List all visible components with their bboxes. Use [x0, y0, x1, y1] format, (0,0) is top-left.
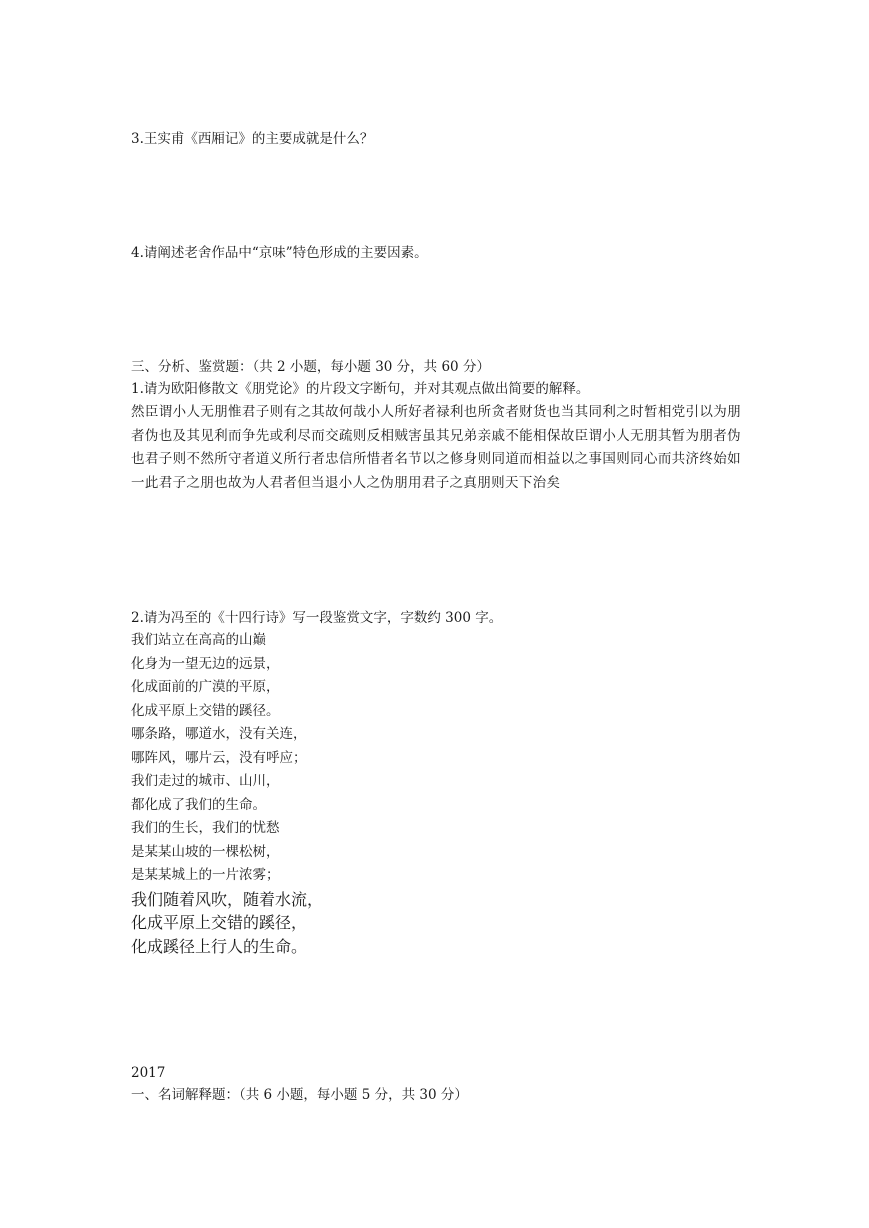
sonnet-poem: [131, 629, 323, 958]
poem-line: 都化成了我们的生命。: [131, 796, 266, 813]
poem-line: 化成面前的广漠的平原，: [131, 679, 280, 695]
pengdanglun-passage: 然臣谓小人无朋惟君子则有之其故何哉小人所好者禄利也所贪者财货也当其同利之时暂相党引以为朋者伪也及其见利而争先或利尽而交疏则反相贼害虽其兄弟亲戚不能相保故臣谓小人无朋其暂为朋者伪也君子则不然所守者道义所行者忠信所惜者名节以之修身则同道而相益以之事国则同心而共济终始如一此君子之朋也故为人君者但当退小人之伪朋用君子之真朋则天下治矣: [131, 404, 741, 491]
poem-line: 化成平原上交错的蹊径。: [131, 702, 280, 719]
poem-line: 是某某城上的一片浓雾；: [131, 867, 280, 883]
poem-line: 哪条路，哪道水，没有关连，: [131, 726, 307, 742]
poem-line: 化成平原上交错的蹊径，: [131, 913, 308, 932]
exam-year: 2017: [131, 1065, 166, 1081]
section-3-question-1-prompt: 1.请为欧阳修散文《朋党论》的片段文字断句，并对其观点做出简要的解释。: [131, 381, 590, 397]
question-4: 4.请阐述老舍作品中“京味”特色形成的主要因素。: [131, 245, 428, 261]
poem-line: 化身为一望无边的远景，: [131, 655, 280, 672]
section-1-heading: 一、名词解释题：（共 6 小题，每小题 5 分，共 30 分）: [131, 1087, 468, 1103]
section-3-heading: 三、分析、鉴赏题：（共 2 小题，每小题 30 分，共 60 分）: [131, 359, 490, 375]
poem-line: 我们走过的城市、山川，: [131, 773, 280, 789]
poem-line: 化成蹊径上行人的生命。: [131, 936, 308, 956]
poem-line: 哪阵风，哪片云，没有呼应；: [131, 749, 307, 766]
poem-line: 我们的生长，我们的忧愁: [131, 820, 280, 836]
poem-line: 我们站立在高高的山巅: [131, 632, 266, 648]
question-3: 3.王实甫《西厢记》的主要成就是什么？: [131, 131, 374, 147]
poem-line: 我们随着风吹，随着水流，: [131, 889, 324, 909]
section-3-question-2-prompt: 2.请为冯至的《十四行诗》写一段鉴赏文字，字数约 300 字。: [131, 610, 503, 626]
poem-line: 是某某山坡的一棵松树，: [131, 843, 280, 860]
